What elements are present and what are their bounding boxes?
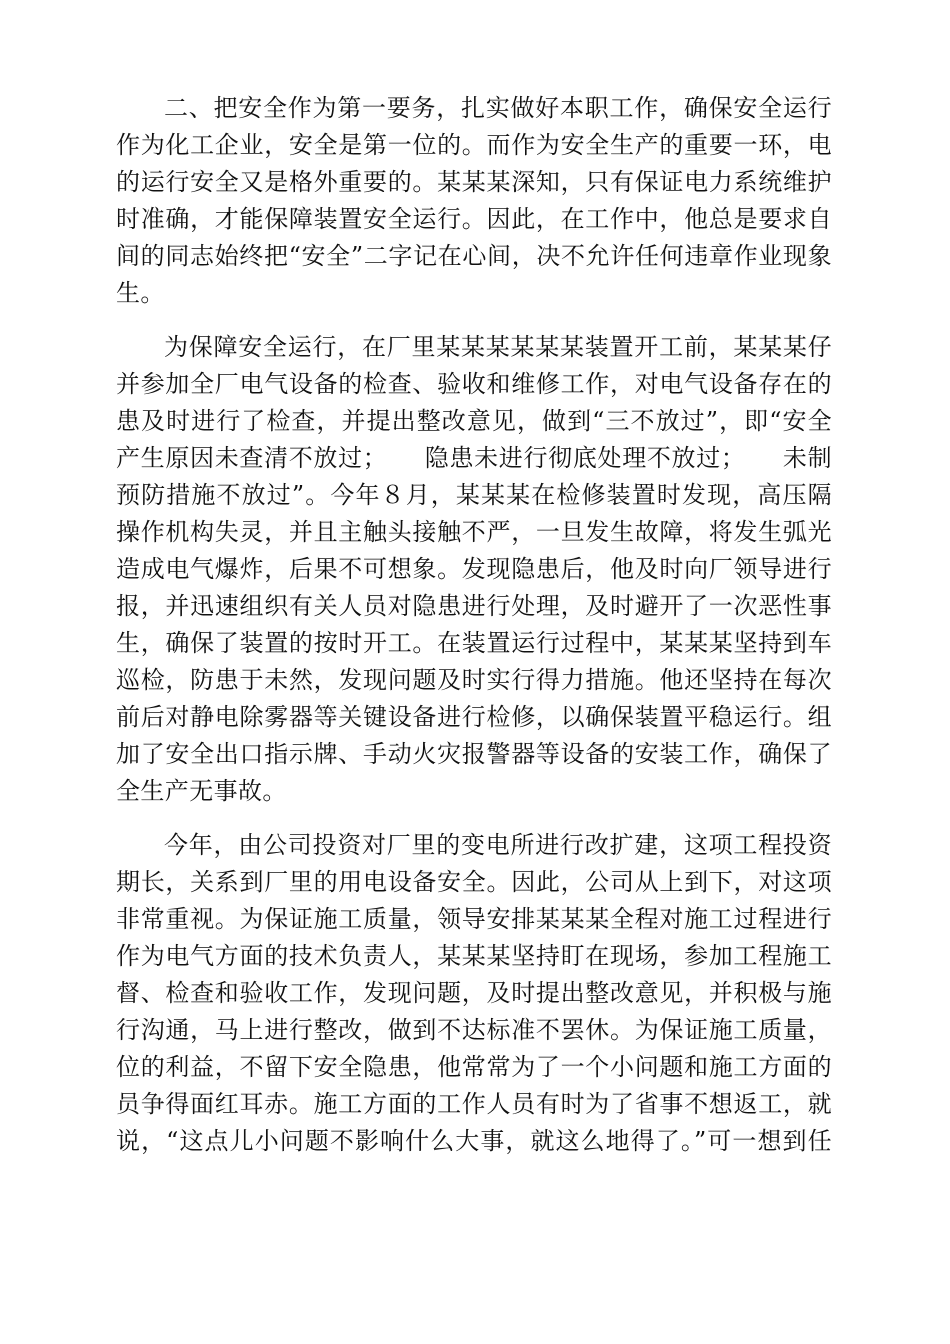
text-line: 前后对静电除雾器等关键设备进行检修，以确保装置平稳运行。组 [116, 703, 832, 731]
paragraph-inspection [116, 329, 832, 810]
document-body [116, 90, 832, 1177]
text-line: 操作机构失灵，并且主触头接触不严，一旦发生故障，将发生弧光 [116, 518, 832, 546]
text-line: 作为电气方面的技术负责人，某某某坚持盯在现场，参加工程施工 [116, 942, 832, 970]
text-line: 生。 [116, 279, 165, 307]
text-line: 报，并迅速组织有关人员对隐患进行处理，及时避开了一次恶性事 [116, 592, 832, 620]
text-line: 生，确保了装置的按时开工。在装置运行过程中，某某某坚持到车 [116, 629, 832, 657]
text-line: 非常重视。为保证施工质量，领导安排某某某全程对施工过程进行 [116, 905, 832, 933]
text-line: 加了安全出口指示牌、手动火灾报警器等设备的安装工作，确保了 [116, 740, 832, 768]
text-line: 说，“这点儿小问题不影响什么大事，就这么地得了。”可一想到任 [116, 1127, 832, 1155]
text-line: 产生原因未查清不放过； 隐患未进行彻底处理不放过； 未制 [116, 444, 832, 472]
text-line: 的运行安全又是格外重要的。某某某深知，只有保证电力系统维护 [116, 168, 832, 196]
text-line: 员争得面红耳赤。施工方面的工作人员有时为了省事不想返工，就 [116, 1090, 832, 1118]
text-line: 督、检查和验收工作，发现问题，及时提出整改意见，并积极与施 [116, 979, 832, 1007]
text-line: 患及时进行了检查，并提出整改意见，做到“三不放过”，即“安全 [116, 407, 832, 435]
text-line: 造成电气爆炸，后果不可想象。发现隐患后，他及时向厂领导进行 [116, 555, 832, 583]
text-line: 巡检，防患于未然，发现问题及时实行得力措施。他还坚持在每次 [116, 666, 832, 694]
text-line: 期长，关系到厂里的用电设备安全。因此，公司从上到下，对这项 [116, 868, 832, 896]
text-line: 并参加全厂电气设备的检查、验收和维修工作，对电气设备存在的 [116, 370, 832, 398]
text-line: 今年，由公司投资对厂里的变电所进行改扩建，这项工程投资 [164, 831, 832, 859]
text-line: 二、把安全作为第一要务，扎实做好本职工作，确保安全运行 [164, 94, 832, 122]
paragraph-substation [116, 827, 832, 1160]
text-line: 位的利益，不留下安全隐患，他常常为了一个小问题和施工方面的 [116, 1053, 832, 1081]
text-line: 为保障安全运行，在厂里某某某某某某装置开工前，某某某仔 [164, 333, 832, 361]
text-line: 行沟通，马上进行整改，做到不达标准不罢休。为保证施工质量， [116, 1016, 832, 1044]
text-line: 预防措施不放过”。今年８月，某某某在检修装置时发现，高压隔 [116, 481, 832, 509]
paragraph-safety-first [116, 90, 832, 312]
text-line: 全生产无事故。 [116, 777, 287, 805]
text-line: 时准确，才能保障装置安全运行。因此，在工作中，他总是要求自 [116, 205, 832, 233]
text-line: 间的同志始终把“安全”二字记在心间，决不允许任何违章作业现象 [116, 242, 832, 270]
text-line: 作为化工企业，安全是第一位的。而作为安全生产的重要一环，电 [116, 131, 832, 159]
